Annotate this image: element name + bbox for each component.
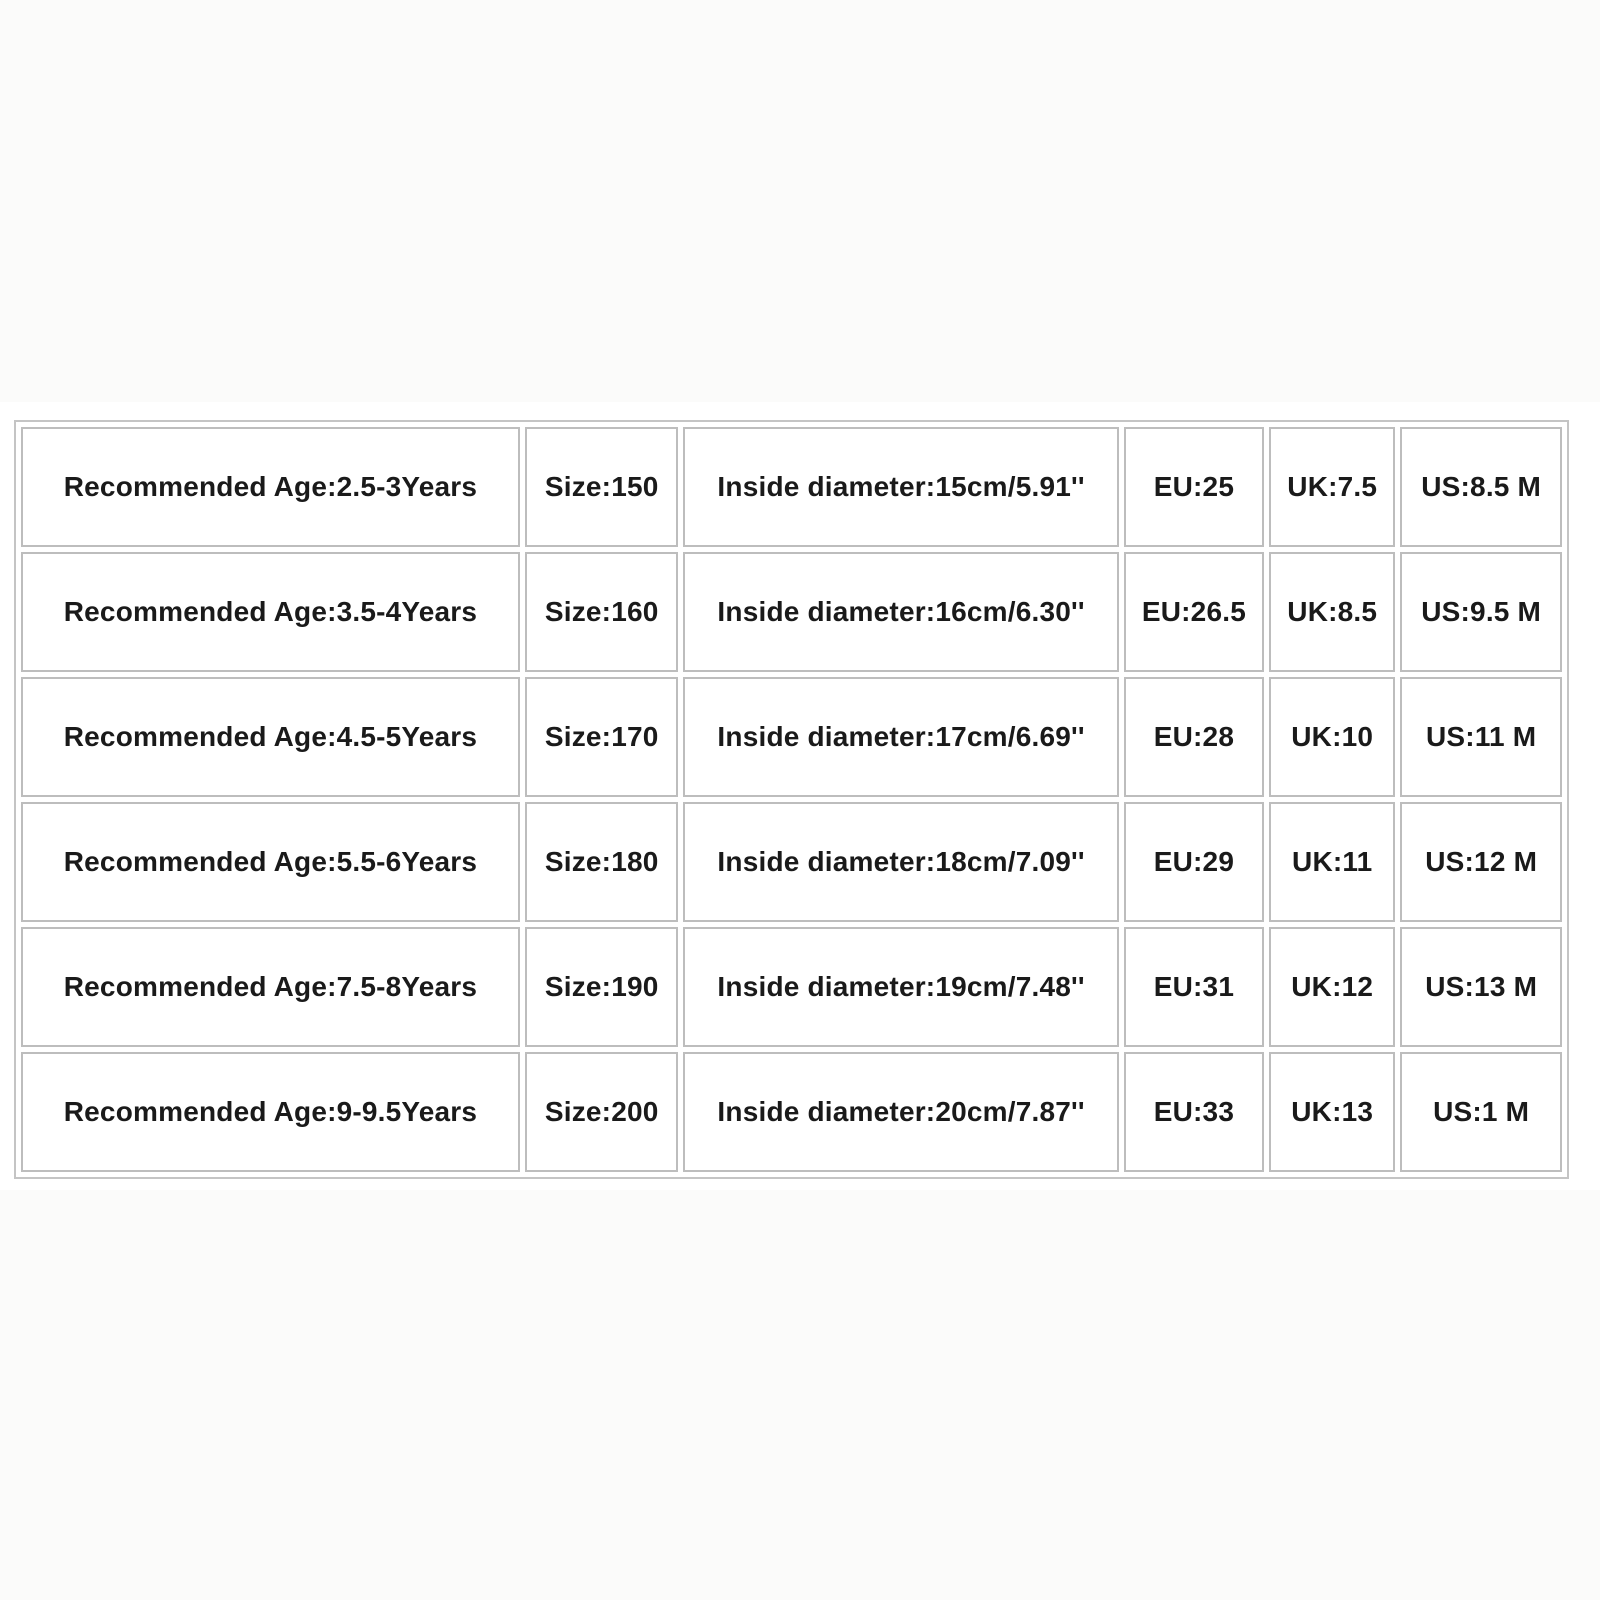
eu-size-cell: EU:31: [1124, 927, 1264, 1047]
size-cell: Size:150: [525, 427, 679, 547]
table-row: [21, 802, 1562, 922]
us-size-cell: US:11 M: [1400, 677, 1562, 797]
eu-size-cell: EU:28: [1124, 677, 1264, 797]
uk-size-cell: UK:11: [1269, 802, 1395, 922]
table-row: [21, 927, 1562, 1047]
us-size-cell: US:1 M: [1400, 1052, 1562, 1172]
size-cell: Size:180: [525, 802, 679, 922]
us-size-cell: US:8.5 M: [1400, 427, 1562, 547]
eu-size-cell: EU:33: [1124, 1052, 1264, 1172]
size-cell: Size:170: [525, 677, 679, 797]
age-cell: Recommended Age:4.5-5Years: [21, 677, 520, 797]
age-cell: Recommended Age:5.5-6Years: [21, 802, 520, 922]
size-chart-table: [14, 420, 1569, 1179]
table-row: [21, 552, 1562, 672]
diameter-cell: Inside diameter:16cm/6.30'': [683, 552, 1118, 672]
uk-size-cell: UK:10: [1269, 677, 1395, 797]
us-size-cell: US:9.5 M: [1400, 552, 1562, 672]
size-cell: Size:190: [525, 927, 679, 1047]
uk-size-cell: UK:7.5: [1269, 427, 1395, 547]
us-size-cell: US:13 M: [1400, 927, 1562, 1047]
uk-size-cell: UK:12: [1269, 927, 1395, 1047]
table-row: [21, 427, 1562, 547]
age-cell: Recommended Age:9-9.5Years: [21, 1052, 520, 1172]
diameter-cell: Inside diameter:18cm/7.09'': [683, 802, 1118, 922]
uk-size-cell: UK:8.5: [1269, 552, 1395, 672]
table-row: [21, 677, 1562, 797]
age-cell: Recommended Age:7.5-8Years: [21, 927, 520, 1047]
table-row: [21, 1052, 1562, 1172]
uk-size-cell: UK:13: [1269, 1052, 1395, 1172]
us-size-cell: US:12 M: [1400, 802, 1562, 922]
size-cell: Size:160: [525, 552, 679, 672]
diameter-cell: Inside diameter:15cm/5.91'': [683, 427, 1118, 547]
eu-size-cell: EU:25: [1124, 427, 1264, 547]
age-cell: Recommended Age:3.5-4Years: [21, 552, 520, 672]
diameter-cell: Inside diameter:17cm/6.69'': [683, 677, 1118, 797]
eu-size-cell: EU:26.5: [1124, 552, 1264, 672]
size-cell: Size:200: [525, 1052, 679, 1172]
diameter-cell: Inside diameter:19cm/7.48'': [683, 927, 1118, 1047]
diameter-cell: Inside diameter:20cm/7.87'': [683, 1052, 1118, 1172]
age-cell: Recommended Age:2.5-3Years: [21, 427, 520, 547]
eu-size-cell: EU:29: [1124, 802, 1264, 922]
